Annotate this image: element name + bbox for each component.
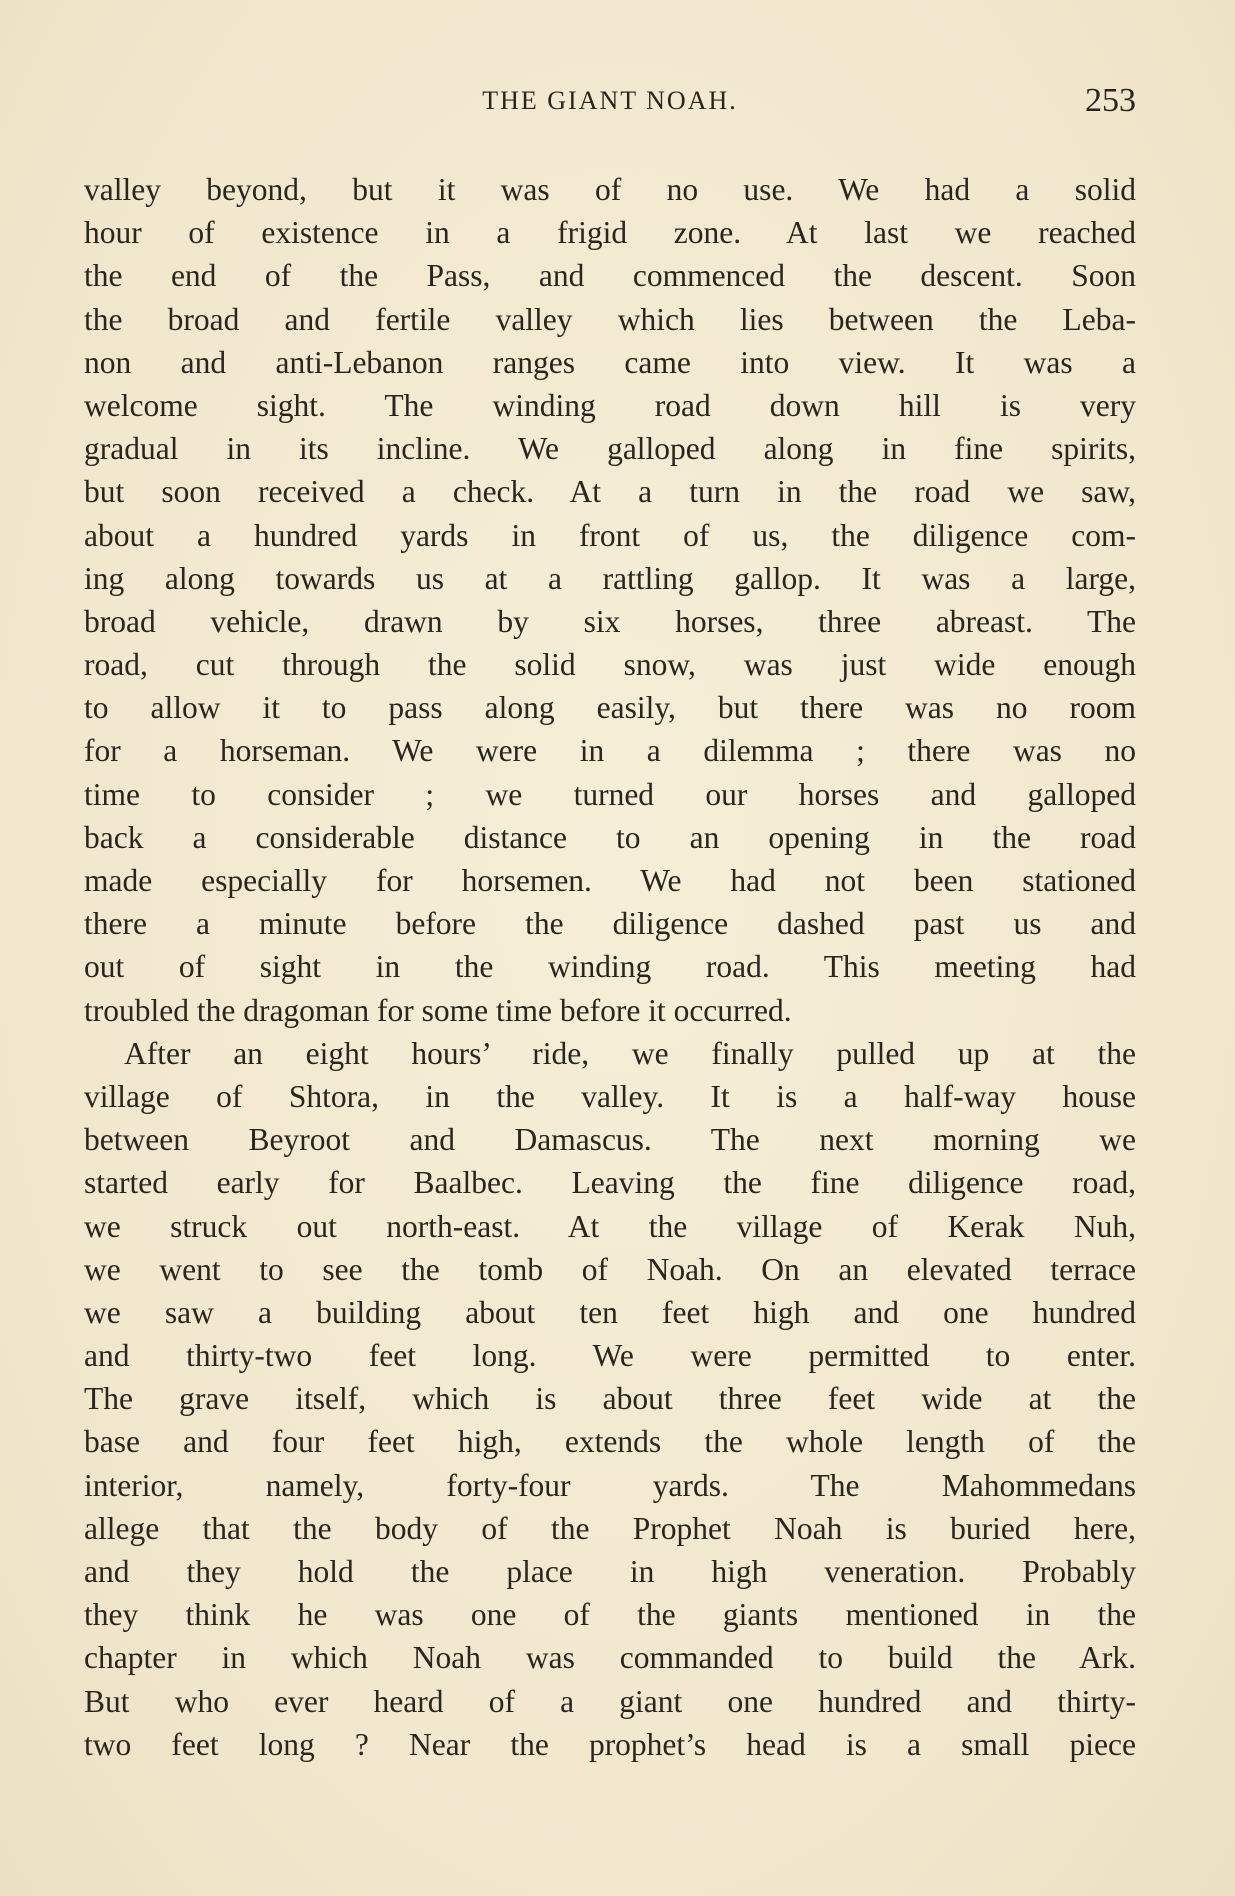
text-line: and thirty-two feet long. We were permitted to enter. xyxy=(84,1338,1136,1374)
text-line: the end of the Pass, and commenced the descent. Soon xyxy=(84,258,1136,294)
text-line: for a horseman. We were in a dilemma ; there was no xyxy=(84,733,1136,769)
text-line: made especially for horsemen. We had not been stationed xyxy=(84,863,1136,898)
text-line: troubled the dragoman for some time before it occurred. xyxy=(84,992,792,1028)
text-line: valley beyond, but it was of no use. We had a solid xyxy=(84,172,1136,207)
text-line: back a considerable distance to an opening in the road xyxy=(84,819,1136,855)
text-line: they think he was one of the giants mentioned in the xyxy=(84,1597,1136,1633)
text-line: out of sight in the winding road. This meeting had xyxy=(84,949,1136,985)
text-line: chapter in which Noah was commanded to build the Ark. xyxy=(84,1640,1136,1676)
text-line: base and four feet high, extends the whole length of the xyxy=(84,1424,1136,1460)
text-line: After an eight hours’ ride, we finally pulled up at the xyxy=(124,1035,1136,1071)
text-line: started early for Baalbec. Leaving the fine diligence road, xyxy=(84,1165,1136,1201)
text-line: there a minute before the diligence dashed past us and xyxy=(84,906,1136,942)
text-line: time to consider ; we turned our horses and galloped xyxy=(84,776,1136,812)
text-line: between Beyroot and Damascus. The next morning we xyxy=(84,1122,1136,1158)
text-line: ing along towards us at a rattling gallop. It was a large, xyxy=(84,560,1136,596)
text-line: we struck out north-east. At the village of Kerak Nuh, xyxy=(84,1208,1136,1244)
text-line: non and anti-Lebanon ranges came into view. It was a xyxy=(84,344,1136,380)
text-line: But who ever heard of a giant one hundred and thirty- xyxy=(84,1683,1136,1719)
running-title: THE GIANT NOAH. xyxy=(482,86,738,115)
running-head xyxy=(84,82,1136,136)
text-line: village of Shtora, in the valley. It is a half-way house xyxy=(84,1078,1136,1114)
text-line: The grave itself, which is about three feet wide at the xyxy=(84,1381,1136,1417)
page-number: 253 xyxy=(1085,82,1136,119)
text-line: we saw a building about ten feet high and one hundred xyxy=(84,1294,1136,1330)
body-text xyxy=(84,168,1136,1766)
text-line: broad vehicle, drawn by six horses, three abreast. The xyxy=(84,603,1136,639)
text-line: gradual in its incline. We galloped along in fine spirits, xyxy=(84,431,1136,467)
text-line: to allow it to pass along easily, but there was no room xyxy=(84,690,1136,726)
text-line: interior, namely, forty-four yards. The Mahommedans xyxy=(84,1467,1136,1503)
text-line: and they hold the place in high veneration. Probably xyxy=(84,1554,1136,1589)
text-line: we went to see the tomb of Noah. On an elevated terrace xyxy=(84,1251,1136,1287)
text-line: two feet long ? Near the prophet’s head is a small piece xyxy=(84,1726,1136,1762)
text-line: the broad and fertile valley which lies between the Leba- xyxy=(84,301,1136,337)
text-line: welcome sight. The winding road down hill is very xyxy=(84,387,1136,423)
text-line: about a hundred yards in front of us, the diligence com- xyxy=(84,517,1136,553)
text-line: road, cut through the solid snow, was just wide enough xyxy=(84,647,1136,683)
text-line: allege that the body of the Prophet Noah is buried here, xyxy=(84,1510,1136,1546)
text-line: hour of existence in a frigid zone. At last we reached xyxy=(84,215,1136,251)
text-line: but soon received a check. At a turn in the road we saw, xyxy=(84,474,1136,510)
